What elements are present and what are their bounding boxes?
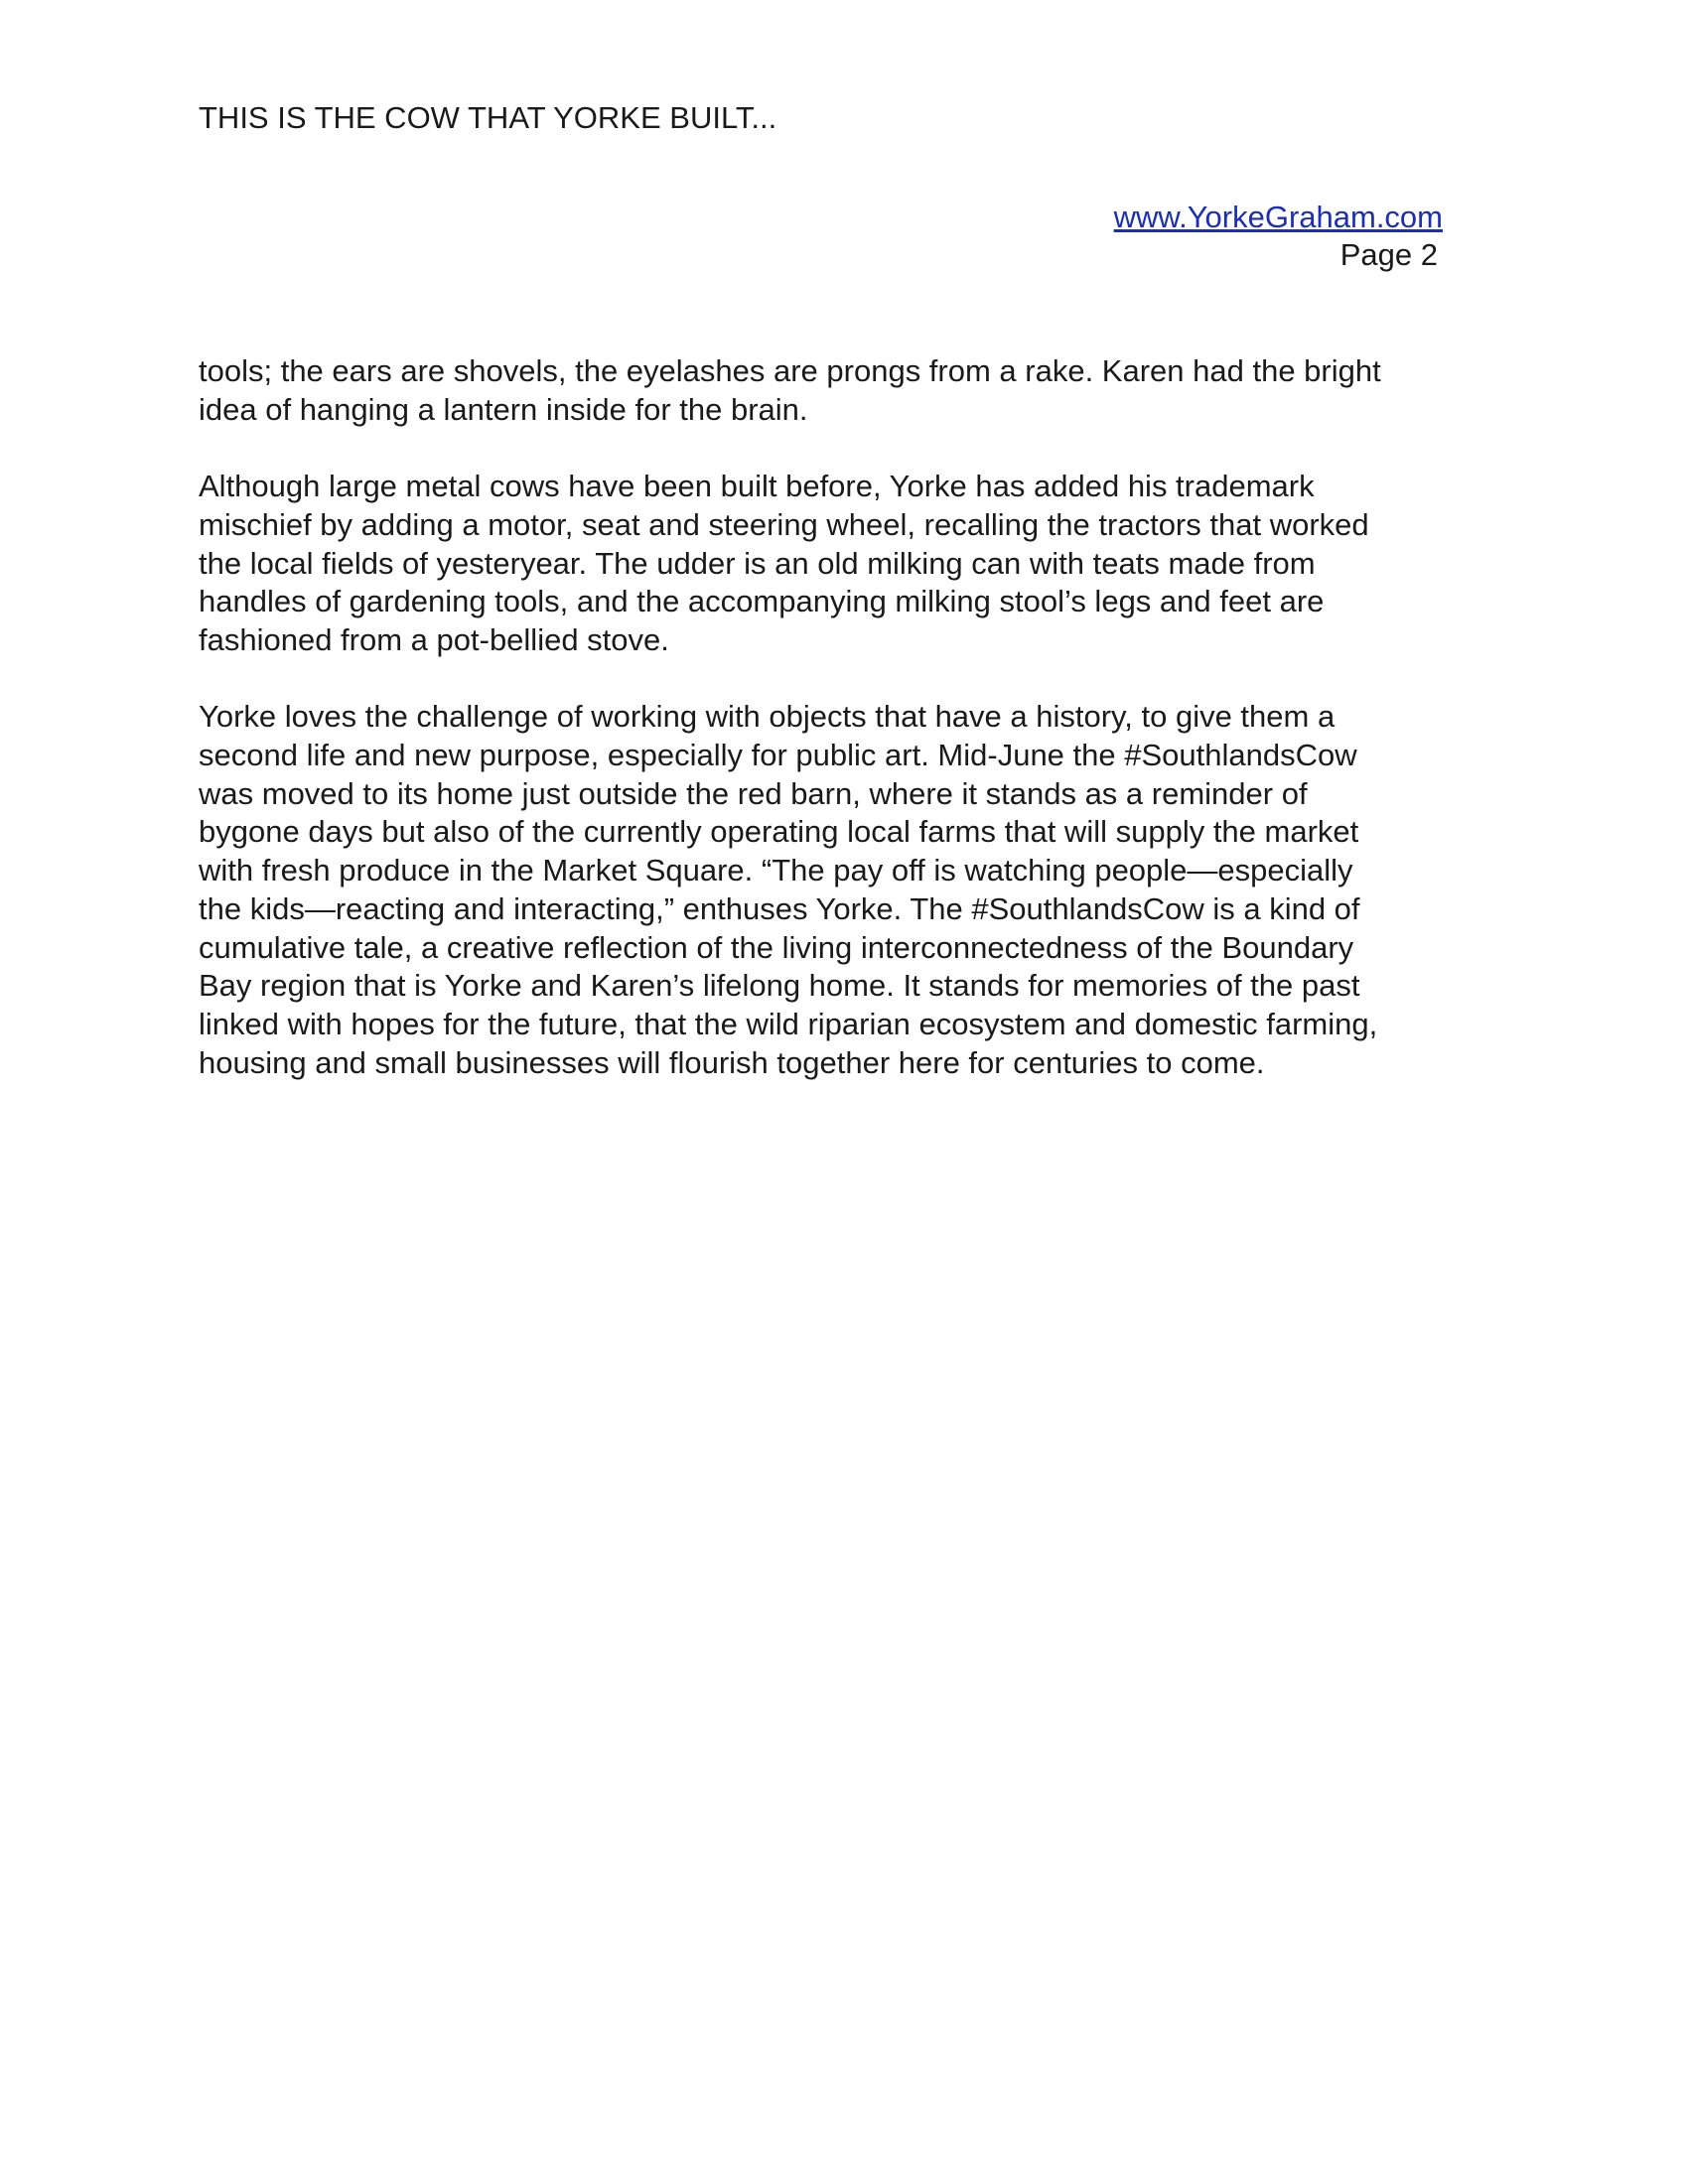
text-line: housing and small businesses will flourish together here for centuries to come.	[199, 1044, 1265, 1080]
page-header	[1114, 199, 1443, 274]
text-line: the kids—reacting and interacting,” enthuses Yorke. The #SouthlandsCow is a kind of	[199, 890, 1360, 926]
text-line: tools; the ears are shovels, the eyelashes are prongs from a rake. Karen had the bright	[199, 353, 1381, 388]
text-line: linked with hopes for the future, that the wild riparian ecosystem and domestic farming,	[199, 1006, 1378, 1041]
text-line: fashioned from a pot-bellied stove.	[199, 621, 669, 657]
text-line: was moved to its home just outside the red barn, where it stands as a reminder of	[199, 775, 1308, 811]
text-line: idea of hanging a lantern inside for the brain.	[199, 391, 808, 427]
page-title: THIS IS THE COW THAT YORKE BUILT...	[199, 100, 777, 135]
paragraph	[199, 352, 1489, 429]
text-line: Yorke loves the challenge of working with objects that have a history, to give them a	[199, 699, 1336, 735]
text-line: the local fields of yesteryear. The udder is an old milking can with teats made from	[199, 545, 1316, 581]
paragraph	[199, 698, 1489, 1082]
text-line: with fresh produce in the Market Square. “The pay off is watching people—especially	[199, 853, 1353, 888]
text-line: bygone days but also of the currently operating local farms that will supply the market	[199, 814, 1359, 850]
text-line: mischief by adding a motor, seat and steering wheel, recalling the tractors that worked	[199, 506, 1369, 542]
body-text	[199, 352, 1489, 1121]
website-link[interactable]: www.YorkeGraham.com	[1113, 200, 1443, 234]
paragraph	[199, 468, 1489, 660]
text-line: cumulative tale, a creative reflection of the living interconnectedness of the Boundary	[199, 929, 1354, 965]
text-line: Although large metal cows have been built before, Yorke has added his trademark	[199, 469, 1315, 504]
text-line: Bay region that is Yorke and Karen’s lifelong home. It stands for memories of the past	[199, 968, 1360, 1004]
text-line: handles of gardening tools, and the accompanying milking stool’s legs and feet are	[199, 584, 1325, 619]
text-line: second life and new purpose, especially for public art. Mid-June the #SouthlandsCow	[199, 738, 1357, 772]
page-number: Page 2	[1339, 237, 1438, 272]
